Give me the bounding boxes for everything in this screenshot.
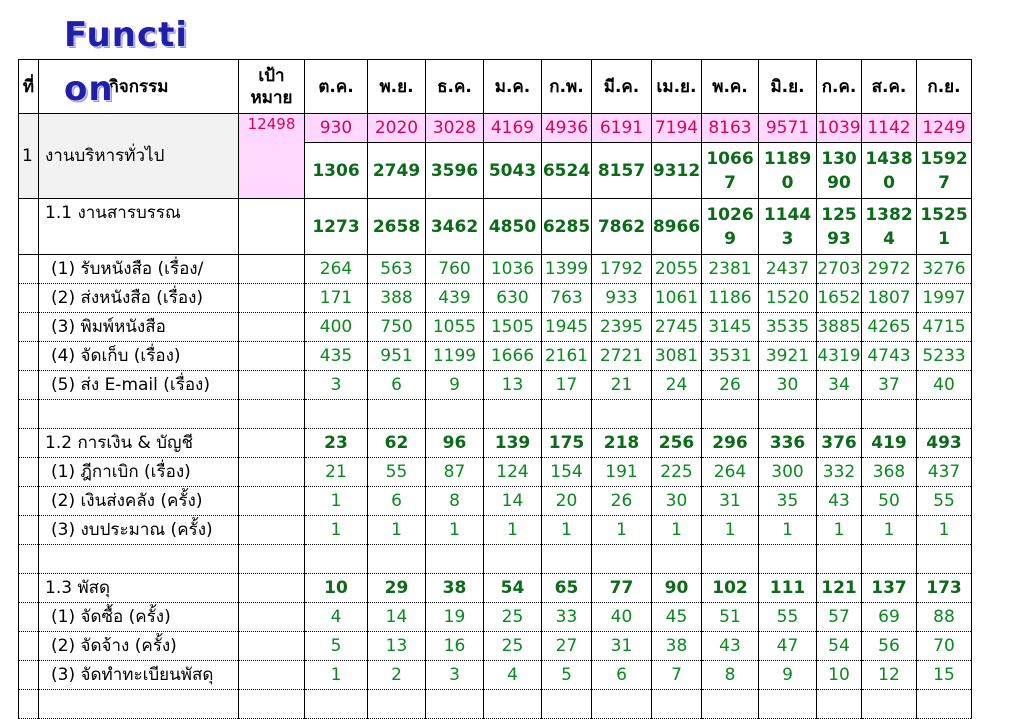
header-month: ส.ค. <box>862 60 917 114</box>
value-cell: 2161 <box>542 342 592 371</box>
group1-b-cell: 10667 <box>702 143 759 199</box>
value-cell: 45 <box>652 603 702 632</box>
group1-b-cell: 13090 <box>817 143 862 199</box>
value-cell: 4 <box>484 661 542 690</box>
total-cell: 8966 <box>652 199 702 255</box>
value-cell: 3081 <box>652 342 702 371</box>
value-cell: 37 <box>862 371 917 400</box>
section-total-row <box>19 429 972 458</box>
item-label: (3) งบประมาณ (ครั้ง) <box>39 516 239 545</box>
s11-items <box>19 255 972 400</box>
value-cell: 1792 <box>592 255 652 284</box>
empty-cell <box>239 603 305 632</box>
value-cell: 3535 <box>759 313 817 342</box>
total-cell: 10269 <box>702 199 759 255</box>
total-cell: 376 <box>817 429 862 458</box>
header-month: ก.ค. <box>817 60 862 114</box>
item-row <box>19 487 972 516</box>
value-cell: 8 <box>426 487 484 516</box>
empty-cell <box>239 632 305 661</box>
item-row <box>19 255 972 284</box>
value-cell: 2745 <box>652 313 702 342</box>
value-cell: 1036 <box>484 255 542 284</box>
header-no: ที่ <box>19 60 39 114</box>
value-cell: 1 <box>702 516 759 545</box>
total-cell: 175 <box>542 429 592 458</box>
empty-cell <box>19 632 39 661</box>
value-cell: 1399 <box>542 255 592 284</box>
value-cell: 2055 <box>652 255 702 284</box>
value-cell: 2437 <box>759 255 817 284</box>
total-cell: 296 <box>702 429 759 458</box>
empty-cell <box>239 342 305 371</box>
group1-a-cell: 4936 <box>542 114 592 143</box>
empty-cell <box>19 487 39 516</box>
value-cell: 191 <box>592 458 652 487</box>
value-cell: 1199 <box>426 342 484 371</box>
section-label: 1.2 การเงิน & บัญชี <box>39 429 239 458</box>
group1-b-cell: 1306 <box>305 143 368 199</box>
value-cell: 4319 <box>817 342 862 371</box>
header-month: พ.ค. <box>702 60 759 114</box>
value-cell: 10 <box>817 661 862 690</box>
value-cell: 21 <box>305 458 368 487</box>
value-cell: 563 <box>368 255 426 284</box>
empty-cell <box>19 371 39 400</box>
value-cell: 3885 <box>817 313 862 342</box>
item-row <box>19 371 972 400</box>
value-cell: 26 <box>702 371 759 400</box>
empty-cell <box>239 313 305 342</box>
header-month: ม.ค. <box>484 60 542 114</box>
value-cell: 2 <box>368 661 426 690</box>
value-cell: 69 <box>862 603 917 632</box>
empty-cell <box>19 313 39 342</box>
value-cell: 30 <box>652 487 702 516</box>
value-cell: 1505 <box>484 313 542 342</box>
item-row <box>19 313 972 342</box>
header-month: ก.ย. <box>917 60 972 114</box>
value-cell: 34 <box>817 371 862 400</box>
value-cell: 20 <box>542 487 592 516</box>
value-cell: 630 <box>484 284 542 313</box>
item-row <box>19 516 972 545</box>
value-cell: 1 <box>592 516 652 545</box>
value-cell: 400 <box>305 313 368 342</box>
value-cell: 19 <box>426 603 484 632</box>
value-cell: 87 <box>426 458 484 487</box>
total-cell: 54 <box>484 574 542 603</box>
value-cell: 1652 <box>817 284 862 313</box>
group1-b-cell: 6524 <box>542 143 592 199</box>
value-cell: 38 <box>652 632 702 661</box>
value-cell: 1997 <box>917 284 972 313</box>
value-cell: 4715 <box>917 313 972 342</box>
value-cell: 1 <box>652 516 702 545</box>
empty-cell <box>19 661 39 690</box>
value-cell: 6 <box>592 661 652 690</box>
value-cell: 21 <box>592 371 652 400</box>
item-label: (2) ส่งหนังสือ (เรื่อง) <box>39 284 239 313</box>
header-month: ธ.ค. <box>426 60 484 114</box>
group1-b-cell: 9312 <box>652 143 702 199</box>
value-cell: 9 <box>426 371 484 400</box>
value-cell: 760 <box>426 255 484 284</box>
value-cell: 25 <box>484 632 542 661</box>
value-cell: 951 <box>368 342 426 371</box>
item-label: (1) รับหนังสือ (เรื่อง/ <box>39 255 239 284</box>
value-cell: 7 <box>652 661 702 690</box>
value-cell: 1 <box>368 516 426 545</box>
group1-b-cell: 2749 <box>368 143 426 199</box>
group1-a-cell: 2020 <box>368 114 426 143</box>
value-cell: 1 <box>862 516 917 545</box>
value-cell: 933 <box>592 284 652 313</box>
empty-cell <box>239 487 305 516</box>
total-cell: 11443 <box>759 199 817 255</box>
value-cell: 1666 <box>484 342 542 371</box>
value-cell: 1 <box>484 516 542 545</box>
item-row <box>19 603 972 632</box>
item-row <box>19 342 972 371</box>
header-target: เป้าหมาย <box>239 60 305 114</box>
section-total-row <box>19 574 972 603</box>
empty-cell <box>19 458 39 487</box>
empty-cell <box>19 516 39 545</box>
total-cell: 23 <box>305 429 368 458</box>
item-label: (3) จัดทำทะเบียนพัสดุ <box>39 661 239 690</box>
group1-b-cell: 5043 <box>484 143 542 199</box>
empty-cell <box>239 516 305 545</box>
value-cell: 4265 <box>862 313 917 342</box>
value-cell: 15 <box>917 661 972 690</box>
value-cell: 750 <box>368 313 426 342</box>
page-title: Function <box>64 15 189 109</box>
value-cell: 1 <box>817 516 862 545</box>
value-cell: 1 <box>542 516 592 545</box>
total-cell: 29 <box>368 574 426 603</box>
total-cell: 139 <box>484 429 542 458</box>
empty-cell <box>19 342 39 371</box>
empty-cell <box>239 429 305 458</box>
value-cell: 1 <box>305 487 368 516</box>
empty-cell <box>19 603 39 632</box>
activity-table <box>18 59 972 719</box>
value-cell: 27 <box>542 632 592 661</box>
value-cell: 154 <box>542 458 592 487</box>
value-cell: 8 <box>702 661 759 690</box>
value-cell: 33 <box>542 603 592 632</box>
value-cell: 1 <box>917 516 972 545</box>
value-cell: 368 <box>862 458 917 487</box>
value-cell: 35 <box>759 487 817 516</box>
value-cell: 2721 <box>592 342 652 371</box>
value-cell: 55 <box>917 487 972 516</box>
value-cell: 88 <box>917 603 972 632</box>
value-cell: 1 <box>305 516 368 545</box>
total-cell: 77 <box>592 574 652 603</box>
empty-cell <box>19 284 39 313</box>
header-month: มิ.ย. <box>759 60 817 114</box>
value-cell: 13 <box>368 632 426 661</box>
header-activity: กิจกรรม <box>39 60 239 114</box>
item-label: (2) เงินส่งคลัง (ครั้ง) <box>39 487 239 516</box>
value-cell: 5 <box>305 632 368 661</box>
group1-row-a <box>19 114 972 143</box>
total-cell: 102 <box>702 574 759 603</box>
value-cell: 763 <box>542 284 592 313</box>
value-cell: 1520 <box>759 284 817 313</box>
empty-cell <box>19 574 39 603</box>
total-cell: 65 <box>542 574 592 603</box>
total-cell: 62 <box>368 429 426 458</box>
value-cell: 40 <box>592 603 652 632</box>
empty-cell <box>239 199 305 255</box>
group1-target: 12498 <box>239 114 305 199</box>
total-cell: 3462 <box>426 199 484 255</box>
header-month: ก.พ. <box>542 60 592 114</box>
header-month: มี.ค. <box>592 60 652 114</box>
value-cell: 24 <box>652 371 702 400</box>
item-row <box>19 284 972 313</box>
value-cell: 40 <box>917 371 972 400</box>
value-cell: 55 <box>759 603 817 632</box>
value-cell: 4 <box>305 603 368 632</box>
item-label: (2) จัดจ้าง (ครั้ง) <box>39 632 239 661</box>
value-cell: 31 <box>702 487 759 516</box>
total-cell: 13824 <box>862 199 917 255</box>
group1-label: งานบริหารทั่วไป <box>39 114 239 199</box>
value-cell: 124 <box>484 458 542 487</box>
item-row <box>19 661 972 690</box>
group1-b-cell: 11890 <box>759 143 817 199</box>
value-cell: 6 <box>368 487 426 516</box>
value-cell: 3 <box>305 371 368 400</box>
value-cell: 4743 <box>862 342 917 371</box>
value-cell: 70 <box>917 632 972 661</box>
spacer-row <box>19 400 972 429</box>
item-label: (1) ฎีกาเบิก (เรื่อง) <box>39 458 239 487</box>
item-label: (1) จัดซื้อ (ครั้ง) <box>39 603 239 632</box>
header-month: เม.ย. <box>652 60 702 114</box>
total-cell: 1273 <box>305 199 368 255</box>
section-total-row <box>19 199 972 255</box>
value-cell: 43 <box>817 487 862 516</box>
total-cell: 15251 <box>917 199 972 255</box>
s12-items <box>19 458 972 545</box>
value-cell: 43 <box>702 632 759 661</box>
value-cell: 1807 <box>862 284 917 313</box>
value-cell: 17 <box>542 371 592 400</box>
empty-cell <box>19 199 39 255</box>
value-cell: 3276 <box>917 255 972 284</box>
group1-a-cell: 3028 <box>426 114 484 143</box>
value-cell: 9 <box>759 661 817 690</box>
value-cell: 439 <box>426 284 484 313</box>
total-cell: 4850 <box>484 199 542 255</box>
group1-b-cell: 3596 <box>426 143 484 199</box>
item-row <box>19 632 972 661</box>
value-cell: 3921 <box>759 342 817 371</box>
value-cell: 2381 <box>702 255 759 284</box>
total-cell: 218 <box>592 429 652 458</box>
value-cell: 1 <box>305 661 368 690</box>
header-month: พ.ย. <box>368 60 426 114</box>
section-label: 1.1 งานสารบรรณ <box>39 199 239 255</box>
value-cell: 16 <box>426 632 484 661</box>
value-cell: 57 <box>817 603 862 632</box>
empty-cell <box>239 574 305 603</box>
value-cell: 5 <box>542 661 592 690</box>
value-cell: 2395 <box>592 313 652 342</box>
group1-b-cell: 14380 <box>862 143 917 199</box>
spacer-row <box>19 690 972 719</box>
value-cell: 388 <box>368 284 426 313</box>
value-cell: 2972 <box>862 255 917 284</box>
total-cell: 96 <box>426 429 484 458</box>
item-label: (5) ส่ง E-mail (เรื่อง) <box>39 371 239 400</box>
value-cell: 300 <box>759 458 817 487</box>
group1-no: 1 <box>19 114 39 199</box>
value-cell: 1061 <box>652 284 702 313</box>
value-cell: 1186 <box>702 284 759 313</box>
s13-items <box>19 603 972 690</box>
total-cell: 336 <box>759 429 817 458</box>
value-cell: 225 <box>652 458 702 487</box>
value-cell: 1055 <box>426 313 484 342</box>
value-cell: 264 <box>305 255 368 284</box>
value-cell: 14 <box>368 603 426 632</box>
group1-a-cell: 7194 <box>652 114 702 143</box>
empty-cell <box>19 429 39 458</box>
value-cell: 1 <box>759 516 817 545</box>
value-cell: 51 <box>702 603 759 632</box>
total-cell: 173 <box>917 574 972 603</box>
value-cell: 3145 <box>702 313 759 342</box>
value-cell: 56 <box>862 632 917 661</box>
value-cell: 435 <box>305 342 368 371</box>
value-cell: 31 <box>592 632 652 661</box>
value-cell: 437 <box>917 458 972 487</box>
total-cell: 121 <box>817 574 862 603</box>
total-cell: 137 <box>862 574 917 603</box>
value-cell: 1945 <box>542 313 592 342</box>
total-cell: 493 <box>917 429 972 458</box>
empty-cell <box>239 255 305 284</box>
total-cell: 419 <box>862 429 917 458</box>
group1-a-cell: 6191 <box>592 114 652 143</box>
total-cell: 256 <box>652 429 702 458</box>
group1-b-cell: 15927 <box>917 143 972 199</box>
value-cell: 14 <box>484 487 542 516</box>
item-label: (3) พิมพ์หนังสือ <box>39 313 239 342</box>
empty-cell <box>239 284 305 313</box>
value-cell: 12 <box>862 661 917 690</box>
group1-a-cell: 4169 <box>484 114 542 143</box>
value-cell: 332 <box>817 458 862 487</box>
empty-cell <box>239 661 305 690</box>
total-cell: 90 <box>652 574 702 603</box>
value-cell: 13 <box>484 371 542 400</box>
total-cell: 12593 <box>817 199 862 255</box>
total-cell: 111 <box>759 574 817 603</box>
empty-cell <box>239 371 305 400</box>
item-label: (4) จัดเก็บ (เรื่อง) <box>39 342 239 371</box>
group1-b-cell: 8157 <box>592 143 652 199</box>
total-cell: 10 <box>305 574 368 603</box>
group1-a-cell: 8163 <box>702 114 759 143</box>
value-cell: 50 <box>862 487 917 516</box>
section-label: 1.3 พัสดุ <box>39 574 239 603</box>
empty-cell <box>239 458 305 487</box>
total-cell: 2658 <box>368 199 426 255</box>
value-cell: 54 <box>817 632 862 661</box>
value-cell: 25 <box>484 603 542 632</box>
empty-cell <box>19 255 39 284</box>
value-cell: 30 <box>759 371 817 400</box>
group1-a-cell: 1039 <box>817 114 862 143</box>
value-cell: 171 <box>305 284 368 313</box>
value-cell: 6 <box>368 371 426 400</box>
group1-a-cell: 9571 <box>759 114 817 143</box>
total-cell: 6285 <box>542 199 592 255</box>
value-cell: 1 <box>426 516 484 545</box>
value-cell: 2703 <box>817 255 862 284</box>
total-cell: 7862 <box>592 199 652 255</box>
value-cell: 55 <box>368 458 426 487</box>
spacer-row <box>19 545 972 574</box>
header-month: ต.ค. <box>305 60 368 114</box>
value-cell: 26 <box>592 487 652 516</box>
value-cell: 3531 <box>702 342 759 371</box>
group1-a-cell: 930 <box>305 114 368 143</box>
group1-a-cell: 1142 <box>862 114 917 143</box>
value-cell: 264 <box>702 458 759 487</box>
value-cell: 3 <box>426 661 484 690</box>
item-row <box>19 458 972 487</box>
value-cell: 5233 <box>917 342 972 371</box>
total-cell: 38 <box>426 574 484 603</box>
value-cell: 47 <box>759 632 817 661</box>
group1-a-cell: 1249 <box>917 114 972 143</box>
